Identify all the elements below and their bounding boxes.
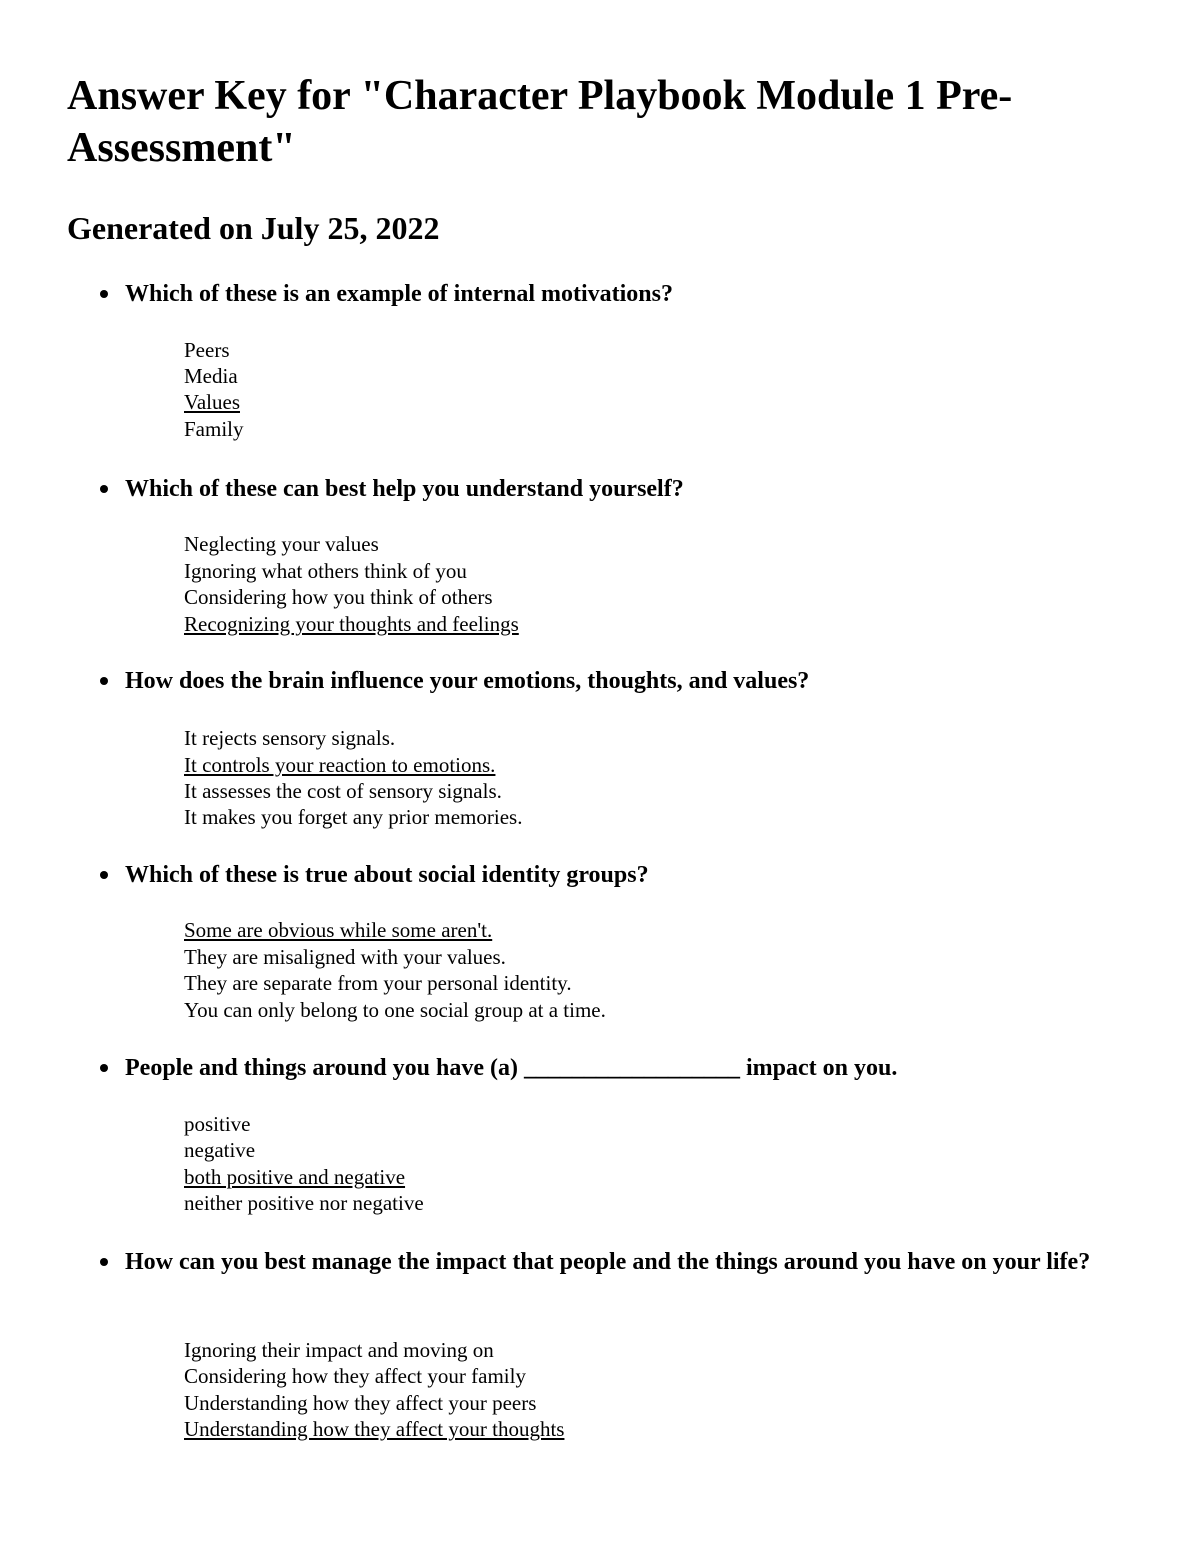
question-text: Which of these is an example of internal motivations? [125, 281, 673, 307]
option-b [0, 1363, 900, 1389]
option-text: neither positive nor negative [184, 1191, 424, 1215]
option-text: Recognizing your thoughts and feelings [184, 612, 519, 636]
option-b [0, 558, 900, 584]
question-text: People and things around you have (a) __________________ impact on you. [125, 1055, 898, 1081]
option-text: Understanding how they affect your peers [184, 1391, 537, 1415]
option-b [0, 1137, 900, 1163]
option-text: It makes you forget any prior memories. [184, 805, 523, 829]
bullet-icon [100, 1258, 108, 1266]
option-text: Considering how they affect your family [184, 1364, 526, 1388]
bullet-icon [100, 290, 108, 298]
option-text: Ignoring what others think of you [184, 559, 467, 583]
option-a [0, 531, 900, 557]
option-a [0, 917, 900, 943]
option-text: Considering how you think of others [184, 585, 493, 609]
option-text: Values [184, 390, 240, 414]
option-c [0, 1390, 900, 1416]
bullet-icon [100, 871, 108, 879]
option-a [0, 725, 900, 751]
question-text: Which of these is true about social identity groups? [125, 862, 649, 888]
option-text: They are separate from your personal identity. [184, 971, 572, 995]
page-title: Answer Key for "Character Playbook Module 1 Pre-Assessment" [67, 73, 1013, 171]
option-text: negative [184, 1138, 256, 1162]
option-b [0, 363, 900, 389]
option-c [0, 1164, 900, 1190]
bullet-icon [100, 485, 108, 493]
option-d [0, 416, 900, 442]
option-d [0, 611, 900, 637]
option-c [0, 778, 900, 804]
option-text: Some are obvious while some aren't. [184, 918, 493, 942]
option-text: Peers [184, 338, 230, 362]
option-text: Neglecting your values [184, 532, 379, 556]
option-d [0, 1190, 900, 1216]
option-text: Family [184, 417, 244, 441]
option-d [0, 1416, 900, 1442]
option-b [0, 944, 900, 970]
option-d [0, 997, 900, 1023]
option-text: It assesses the cost of sensory signals. [184, 779, 502, 803]
option-c [0, 970, 900, 996]
option-a [0, 1337, 900, 1363]
generated-date: Generated on July 25, 2022 [67, 210, 440, 246]
option-d [0, 804, 900, 830]
option-b [0, 752, 900, 778]
option-text: Ignoring their impact and moving on [184, 1338, 494, 1362]
option-a [0, 337, 900, 363]
option-text: It rejects sensory signals. [184, 726, 396, 750]
bullet-icon [100, 677, 108, 685]
option-text: They are misaligned with your values. [184, 945, 506, 969]
option-text: Media [184, 364, 238, 388]
option-c [0, 584, 900, 610]
option-text: positive [184, 1112, 251, 1136]
option-text: Understanding how they affect your thoughts [184, 1417, 565, 1441]
bullet-icon [100, 1064, 108, 1072]
question-text: Which of these can best help you understand yourself? [125, 476, 684, 502]
option-a [0, 1111, 900, 1137]
option-text: both positive and negative [184, 1165, 406, 1189]
option-text: It controls your reaction to emotions. [184, 753, 496, 777]
question-text: How does the brain influence your emotions, thoughts, and values? [125, 668, 810, 694]
option-text: You can only belong to one social group at a time. [184, 998, 606, 1022]
option-c [0, 389, 900, 415]
question-text: How can you best manage the impact that people and the things around you have on your life? [125, 1249, 1091, 1275]
